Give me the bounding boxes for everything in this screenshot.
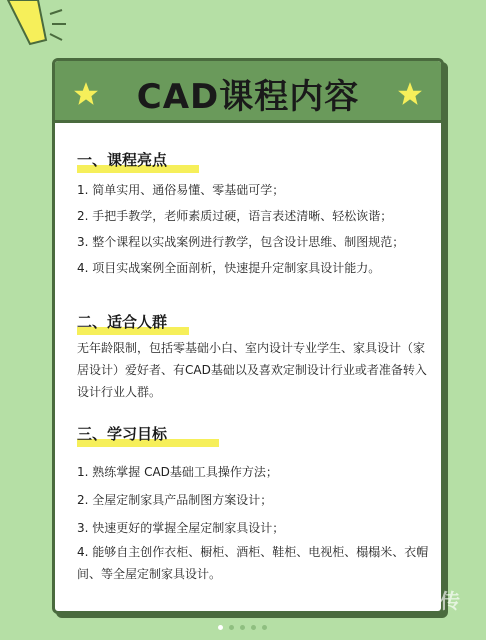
carousel-dot[interactable]	[240, 625, 245, 630]
audience-paragraph: 无年龄限制，包括零基础小白、室内设计专业学生、家具设计（家居设计）爱好者、有CAD基础以及喜欢定制设计行业或者准备转入设计行业人群。	[77, 341, 427, 399]
watermark: 传	[440, 589, 460, 613]
carousel-dots	[218, 625, 267, 630]
carousel-dot[interactable]	[218, 625, 223, 630]
list-item: 4. 项目实战案例全面剖析，快速提升定制家具设计能力。	[77, 261, 381, 275]
megaphone-icon	[0, 0, 80, 60]
section-heading-goals: 三、学习目标	[77, 425, 168, 443]
section-heading-highlights: 一、课程亮点	[77, 151, 168, 169]
carousel-dot[interactable]	[262, 625, 267, 630]
list-item: 2. 全屋定制家具产品制图方案设计；	[77, 493, 273, 507]
card-header	[55, 61, 441, 123]
star-icon	[397, 81, 423, 107]
list-item: 3. 整个课程以实战案例进行教学，包含设计思维、制图规范；	[77, 235, 405, 249]
card-title: CAD课程内容	[136, 77, 360, 117]
list-item: 3. 快速更好的掌握全屋定制家具设计；	[77, 521, 285, 535]
list-item: 4. 能够自主创作衣柜、橱柜、酒柜、鞋柜、电视柜、榻榻米、衣帽间、等全屋定制家具设计。	[77, 545, 429, 581]
carousel-dot[interactable]	[251, 625, 256, 630]
list-item: 2. 手把手教学，老师素质过硬，语言表述清晰、轻松诙谐；	[77, 209, 393, 223]
section-heading-audience: 二、适合人群	[77, 313, 168, 331]
carousel-dot[interactable]	[229, 625, 234, 630]
course-card	[52, 58, 444, 614]
list-item: 1. 简单实用、通俗易懂、零基础可学；	[77, 183, 285, 197]
list-item: 1. 熟练掌握 CAD基础工具操作方法；	[77, 465, 278, 479]
